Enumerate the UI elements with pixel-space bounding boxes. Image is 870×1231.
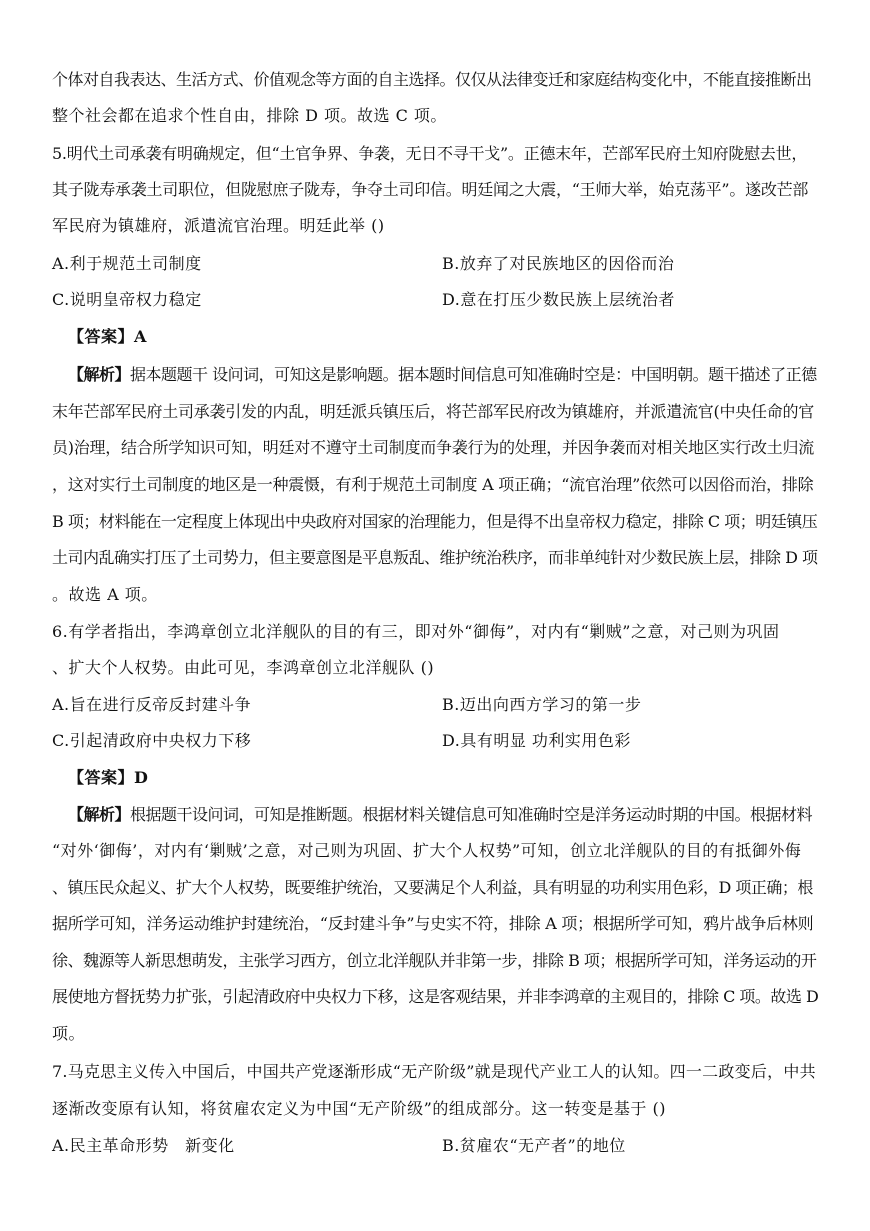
q5-analysis-line-5: B 项；材料能在一定程度上体现出中央政府对国家的治理能力，但是得不出皇帝权力稳定，排除 C 项；明廷镇压 bbox=[52, 512, 818, 531]
q6-answer: 【答案】D bbox=[68, 768, 149, 787]
q6-analysis-line-1 bbox=[68, 805, 812, 825]
q5-answer: 【答案】A bbox=[68, 327, 147, 346]
q5-analysis-text-1: 据本题题干 设问词，可知这是影响题。据本题时间信息可知准确时空是：中国明朝。题干描述了正德 bbox=[130, 365, 817, 384]
q5-stem-line-3: 军民府为镇雄府，派遣流官治理。明廷此举 () bbox=[52, 216, 385, 235]
q6-stem-line-2: 、扩大个人权势。由此可见，李鸿章创立北洋舰队 () bbox=[52, 658, 435, 677]
q7-option-b: B.贫雇农“无产者”的地位 bbox=[442, 1136, 626, 1155]
q5-analysis-label: 【解析】 bbox=[68, 365, 131, 384]
q5-analysis-line-3: 员)治理，结合所学知识可知，明廷对不遵守土司制度而争袭行为的处理，并因争袭而对相关地区实行改土归流 bbox=[52, 438, 814, 457]
q6-analysis-label: 【解析】 bbox=[68, 805, 131, 824]
prev-explanation-line-1: 个体对自我表达、生活方式、价值观念等方面的自主选择。仅仅从法律变迁和家庭结构变化中，不能直接推断出 bbox=[52, 70, 812, 89]
q5-option-c: C.说明皇帝权力稳定 bbox=[52, 290, 202, 309]
q5-analysis-line-1 bbox=[68, 365, 817, 385]
q5-stem-line-1: 5.明代土司承袭有明确规定，但“土官争界、争袭，无日不寻干戈”。正德末年，芒部军民府土知府陇慰去世， bbox=[52, 144, 808, 163]
q5-analysis-line-2: 末年芒部军民府土司承袭引发的内乱，明廷派兵镇压后，将芒部军民府改为镇雄府，并派遣流官(中央任命的官 bbox=[52, 402, 814, 421]
q5-option-a: A.利于规范土司制度 bbox=[52, 254, 202, 273]
q7-stem-line-2: 逐渐改变原有认知，将贫雇农定义为中国“无产阶级”的组成部分。这一转变是基于 () bbox=[52, 1099, 666, 1118]
q5-analysis-line-6: 土司内乱确实打压了土司势力，但主要意图是平息叛乱、维护统治秩序，而非单纯针对少数民族上层，排除 D 项 bbox=[52, 548, 818, 567]
prev-explanation-line-2: 整个社会都在追求个性自由，排除 D 项。故选 C 项。 bbox=[52, 106, 447, 125]
q6-option-a: A.旨在进行反帝反封建斗争 bbox=[52, 695, 252, 714]
q6-analysis-line-5: 徐、魏源等人新思想萌发，主张学习西方，创立北洋舰队并非第一步，排除 B 项；根据所学可知，洋务运动的开 bbox=[52, 951, 817, 970]
q6-analysis-line-3: 、镇压民众起义、扩大个人权势，既要维护统治，又要满足个人利益，具有明显的功利实用色彩，D 项正确；根 bbox=[52, 878, 813, 897]
q6-option-b: B.迈出向西方学习的第一步 bbox=[442, 695, 642, 714]
q5-option-b: B.放弃了对民族地区的因俗而治 bbox=[442, 254, 675, 273]
q5-option-d: D.意在打压少数民族上层统治者 bbox=[442, 290, 675, 309]
q5-stem-line-2: 其子陇寿承袭土司职位，但陇慰庶子陇寿，争夺土司印信。明廷闻之大震，“王师大举，始克荡平”。遂改芒部 bbox=[52, 180, 809, 199]
q7-stem-line-1: 7.马克思主义传入中国后，中国共产党逐渐形成“无产阶级”就是现代产业工人的认知。四一二政变后，中共 bbox=[52, 1062, 816, 1081]
q6-analysis-line-7: 项。 bbox=[52, 1024, 86, 1043]
q5-analysis-line-4: ，这对实行土司制度的地区是一种震慑，有利于规范土司制度 A 项正确；“流官治理”依然可以因俗而治，排除 bbox=[52, 475, 814, 494]
q6-option-c: C.引起清政府中央权力下移 bbox=[52, 731, 252, 750]
q6-analysis-line-2: “对外‘御侮’，对内有‘剿贼’之意，对己则为巩固、扩大个人权势”可知，创立北洋舰队的目的有抵御外侮 bbox=[52, 841, 802, 860]
q5-analysis-line-7: 。故选 A 项。 bbox=[52, 585, 158, 604]
q6-option-d: D.具有明显 功利实用色彩 bbox=[442, 731, 631, 750]
q6-analysis-line-6: 展使地方督抚势力扩张，引起清政府中央权力下移，这是客观结果，并非李鸿章的主观目的，排除 C 项。故选 D bbox=[52, 987, 819, 1006]
q6-analysis-line-4: 据所学可知，洋务运动维护封建统治，“反封建斗争”与史实不符，排除 A 项；根据所学可知，鸦片战争后林则 bbox=[52, 914, 814, 933]
q6-analysis-text-1: 根据题干设问词，可知是推断题。根据材料关键信息可知准确时空是洋务运动时期的中国。根据材料 bbox=[130, 805, 813, 824]
q6-stem-line-1: 6.有学者指出，李鸿章创立北洋舰队的目的有三，即对外“御侮”，对内有“剿贼”之意，对己则为巩固 bbox=[52, 622, 780, 641]
q7-option-a: A.民主革命形势 新变化 bbox=[52, 1136, 235, 1155]
